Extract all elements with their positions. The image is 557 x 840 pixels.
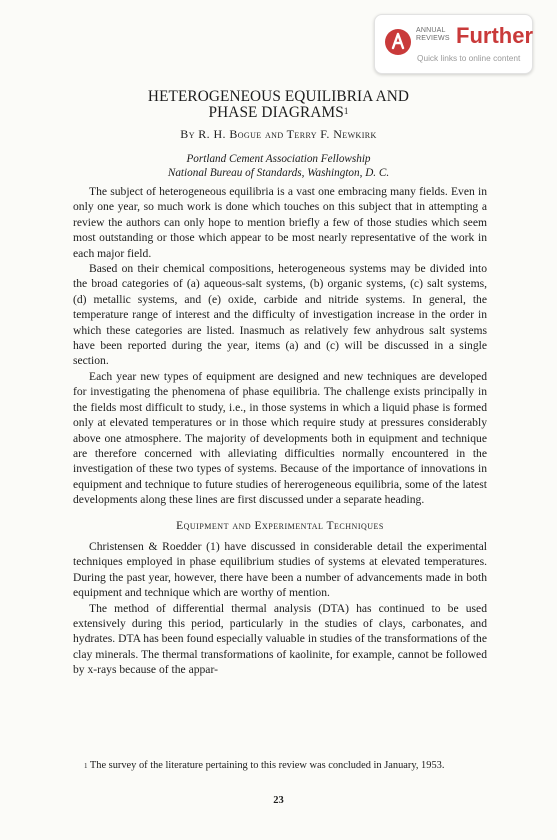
article-body (73, 184, 487, 678)
paragraph: Based on their chemical compositions, heterogeneous systems may be divided into the broad categories of (a) aqueous-salt systems, (b) organic systems, (c) salt systems, (d) metallic systems, and (e) oxide, carbide and nitride systems. In general, the temperature range of interest and the difficulty of investigation increase in the order in which these categories are listed. Inasmuch as relatively few anhydrous salt systems have been reported during the year, items (a) and (c) will be discussed in a single section. (73, 262, 487, 368)
authors: By R. H. Bogue and Terry F. Newkirk (180, 127, 377, 141)
paragraph: The subject of heterogeneous equilibria is a vast one embracing many fields. Even in only one year, so much work is done which touches on this subject that in attempting a review the authors can only hope to mention briefly a few of those studies which seem most outstanding or those which appear to be most nearly representative of the work in each major field. (73, 185, 487, 260)
footnote-text: The survey of the literature pertaining to this review was concluded in January, 1953. (87, 760, 445, 771)
paragraph: Christensen & Roedder (1) have discussed in considerable detail the experimental techniques employed in phase equilibrium studies of systems at elevated temperatures. During the past year, however, there have been a number of advancements made in both equipment and technique which are worthy of mention. (73, 539, 487, 600)
footnote (73, 759, 487, 773)
affiliation: Portland Cement Association Fellowship National Bureau of Standards, Washington, D. C. (167, 153, 390, 179)
footnote-mark: 1 (84, 762, 88, 770)
paragraph: Each year new types of equipment are designed and new techniques are developed for investigating the phenomena of phase equilibria. The challenge exists principally in the fields most difficult to study, i.e., in those systems in which a liquid phase is formed only at elevated temperatures or in those which require study at pressures considerably above one atmosphere. The majority of developments both in equipment and technique are therefore concerned with alleviating difficulties normally encountered in the investigation of these two types of systems. Because of the importance of innovations in equipment and technique to future studies of hererogeneous equilibria, some of the latest developments along these lines are first discussed under a separate heading. (73, 369, 487, 507)
title-footnote-mark: 1 (343, 106, 349, 116)
paragraph: The method of differential thermal analysis (DTA) has continued to be used extensively during this period, particularly in the studies of clays, carbonates, and hydrates. DTA has been found especially valuable in studies of the transformations of the clay minerals. The thermal transformations of kaolinite, for example, cannot be followed by x-rays because of the appar- (73, 601, 487, 677)
badge-further-label: Further (456, 23, 533, 48)
further-badge[interactable] (374, 14, 533, 74)
badge-brand: ANNUAL REVIEWS (416, 27, 450, 42)
title-line-2: PHASE DIAGRAMS$^1$ (208, 104, 349, 121)
annual-reviews-logo-icon (385, 29, 411, 55)
badge-subtitle: Quick links to online content (417, 53, 521, 63)
article-title (0, 89, 557, 121)
section-heading: Equipment and Experimental Techniques (176, 519, 384, 532)
title-line-1: HETEROGENEOUS EQUILIBRIA AND (147, 88, 410, 105)
page-number: 23 (273, 795, 284, 806)
